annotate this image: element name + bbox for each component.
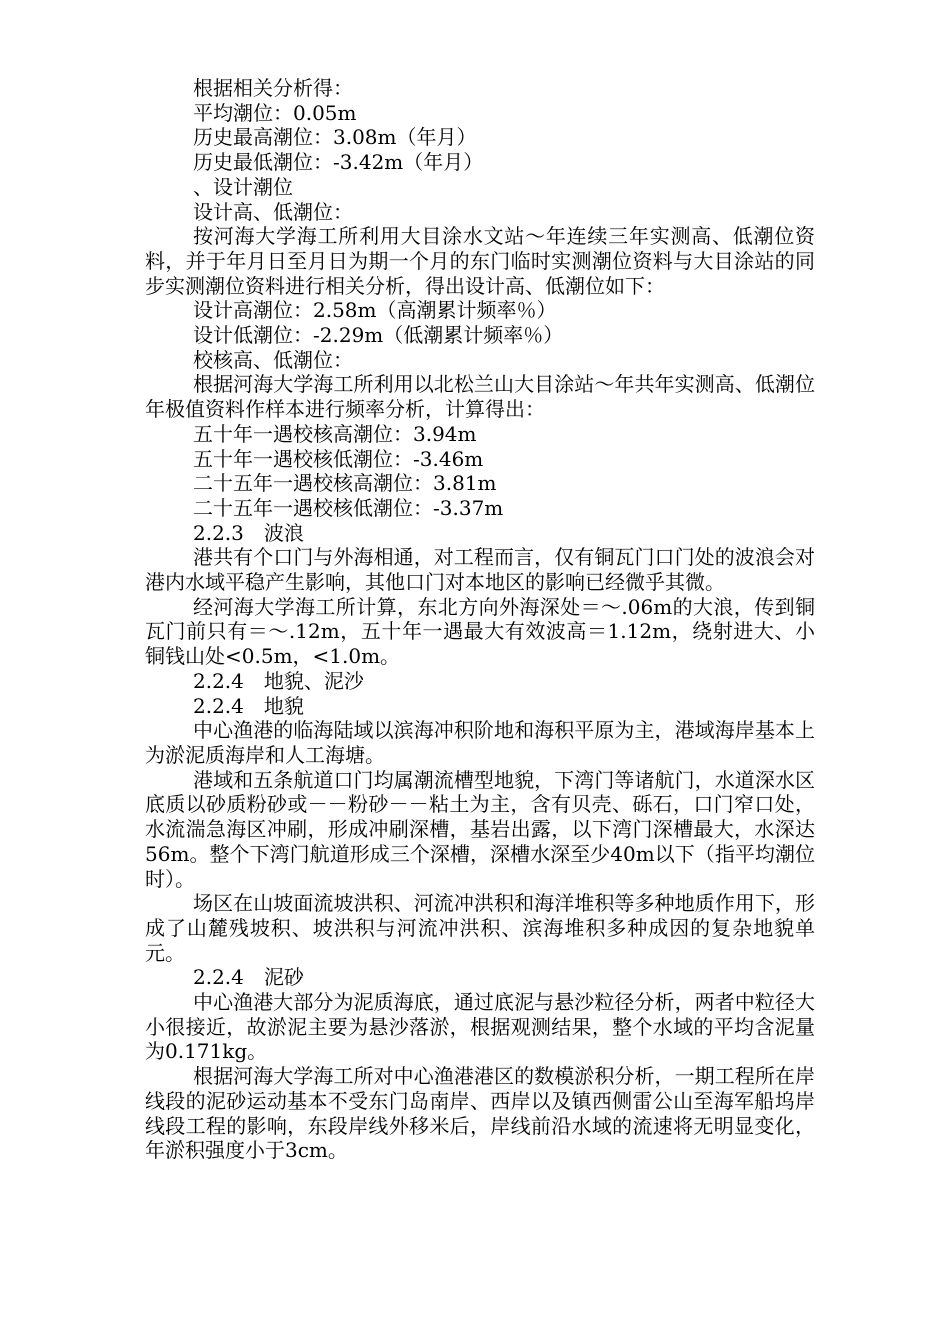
- paragraph: 根据河海大学海工所利用以北松兰山大目涂站～年共年实测高、低潮位年极值资料作样本进行频率分析，计算得出：: [145, 372, 815, 422]
- section-heading: 2.2.4 地貌、泥沙: [193, 668, 364, 693]
- paragraph: 港域和五条航道口门均属潮流槽型地貌，下湾门等诸航门，水道深水区底质以砂质粉砂或－－粉砂－－粘土为主，含有贝壳、砾石，口门窄口处，水流湍急海区冲刷，形成冲刷深槽，基岩出露，以下湾门深槽最大，水深达56m。整个下湾门航道形成三个深槽，深槽水深至少40m以下（指平均潮位时）。: [145, 767, 815, 891]
- paragraph: 历史最高潮位：3.08m（年月）: [193, 125, 477, 150]
- section-heading: 、设计潮位: [193, 174, 293, 199]
- paragraph: 设计高、低潮位：: [193, 199, 353, 224]
- paragraph: 经河海大学海工所计算，东北方向外海深处＝～.06m的大浪，传到铜瓦门前只有＝～.12m，五十年一遇最大有效波高＝1.12m，绕射进大、小铜钱山处<0.5m，<1.0m。: [145, 594, 815, 669]
- paragraph: 二十五年一遇校核高潮位：3.81m: [193, 471, 497, 496]
- paragraph: 历史最低潮位：-3.42m（年月）: [193, 150, 484, 175]
- paragraph: 中心渔港的临海陆域以滨海冲积阶地和海积平原为主，港域海岸基本上为淤泥质海岸和人工海塘。: [145, 718, 815, 767]
- paragraph: 校核高、低潮位：: [193, 347, 353, 372]
- paragraph: 设计高潮位：2.58m（高潮累计频率％）: [193, 298, 557, 323]
- paragraph: 平均潮位：0.05m: [193, 100, 357, 125]
- document-body: [145, 76, 815, 1163]
- section-heading: 2.2.4 地貌: [193, 693, 304, 718]
- paragraph: 根据河海大学海工所对中心渔港港区的数模淤积分析，一期工程所在岸线段的泥砂运动基本不受东门岛南岸、西岸以及镇西侧雷公山至海军船坞岸线段工程的影响，东段岸线外移米后，岸线前沿水域的流速将无明显变化，年淤积强度小于3cm。: [145, 1064, 815, 1163]
- paragraph: 港共有个口门与外海相通，对工程而言，仅有铜瓦门口门处的波浪会对港内水域平稳产生影响，其他口门对本地区的影响已经微乎其微。: [145, 545, 815, 595]
- section-heading: 2.2.3 波浪: [193, 520, 304, 545]
- paragraph: 五十年一遇校核高潮位：3.94m: [193, 421, 477, 446]
- section-heading: 2.2.4 泥砂: [193, 965, 304, 990]
- paragraph: 根据相关分析得：: [193, 76, 353, 100]
- paragraph: 场区在山坡面流坡洪积、河流冲洪积和海洋堆积等多种地质作用下，形成了山麓残坡积、坡洪积与河流冲洪积、滨海堆积多种成因的复杂地貌单元。: [145, 891, 815, 965]
- paragraph: 五十年一遇校核低潮位：-3.46m: [193, 446, 484, 471]
- paragraph: 中心渔港大部分为泥质海底，通过底泥与悬沙粒径分析，两者中粒径大小很接近，故淤泥主要为悬沙落淤，根据观测结果，整个水域的平均含泥量为0.171kg。: [145, 990, 815, 1064]
- paragraph: 按河海大学海工所利用大目涂水文站～年连续三年实测高、低潮位资料，并于年月日至月日为期一个月的东门临时实测潮位资料与大目涂站的同步实测潮位资料进行相关分析，得出设计高、低潮位如下：: [145, 224, 815, 298]
- paragraph: 二十五年一遇校核低潮位：-3.37m: [193, 495, 504, 520]
- paragraph: 设计低潮位：-2.29m（低潮累计频率％）: [193, 323, 564, 348]
